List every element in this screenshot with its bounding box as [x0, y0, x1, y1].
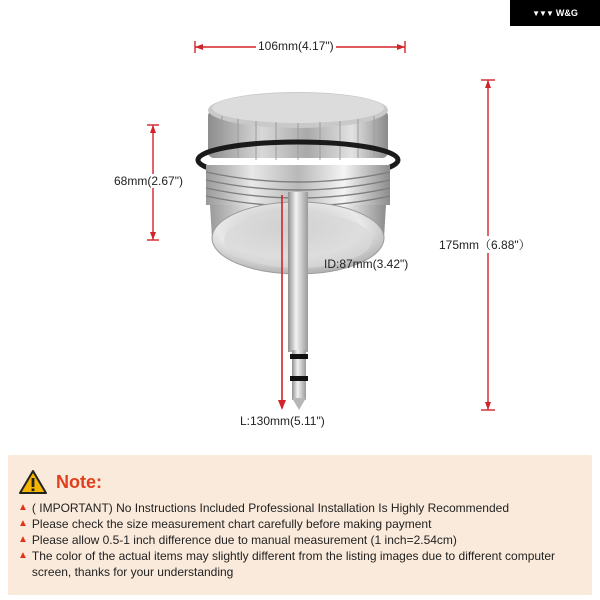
- note-title: Note:: [56, 471, 102, 492]
- note-item: [18, 548, 578, 580]
- note-item-text: The color of the actual items may slightly different from the listing images due to different computer screen, thanks for your understanding: [31, 549, 556, 579]
- note-item-text: Please check the size measurement chart carefully before making payment: [31, 517, 432, 531]
- label-total-height: 175mm（6.88"）: [439, 238, 531, 252]
- label-inner-diameter: ID:87mm(3.42"): [324, 257, 409, 271]
- label-cap-height: 68mm(2.67"): [114, 174, 183, 188]
- triangle-bullet-icon: ▲: [18, 518, 28, 529]
- triangle-bullet-icon: ▲: [18, 502, 28, 513]
- triangle-bullet-icon: ▲: [18, 534, 28, 545]
- note-item: [18, 500, 578, 516]
- note-item: [18, 516, 578, 532]
- brand-name: W&G: [555, 8, 578, 18]
- drain-tube: [288, 192, 308, 410]
- label-tube-length: L:130mm(5.11"): [240, 414, 325, 428]
- triangle-bullet-icon: ▲: [18, 550, 28, 561]
- brand-mark-icon: ▼▼▼: [532, 8, 553, 18]
- note-item-text: Please allow 0.5-1 inch difference due to manual measurement (1 inch=2.54cm): [31, 533, 457, 547]
- note-panel: [8, 455, 592, 595]
- warning-icon: [18, 469, 48, 495]
- label-top-width: 106mm(4.17"): [258, 39, 334, 53]
- note-item: [18, 532, 578, 548]
- cap-knob: [208, 92, 388, 160]
- note-item-text: ( IMPORTANT) No Instructions Included Professional Installation Is Highly Recommended: [31, 501, 509, 515]
- note-header: [18, 469, 102, 495]
- note-list: [18, 500, 578, 580]
